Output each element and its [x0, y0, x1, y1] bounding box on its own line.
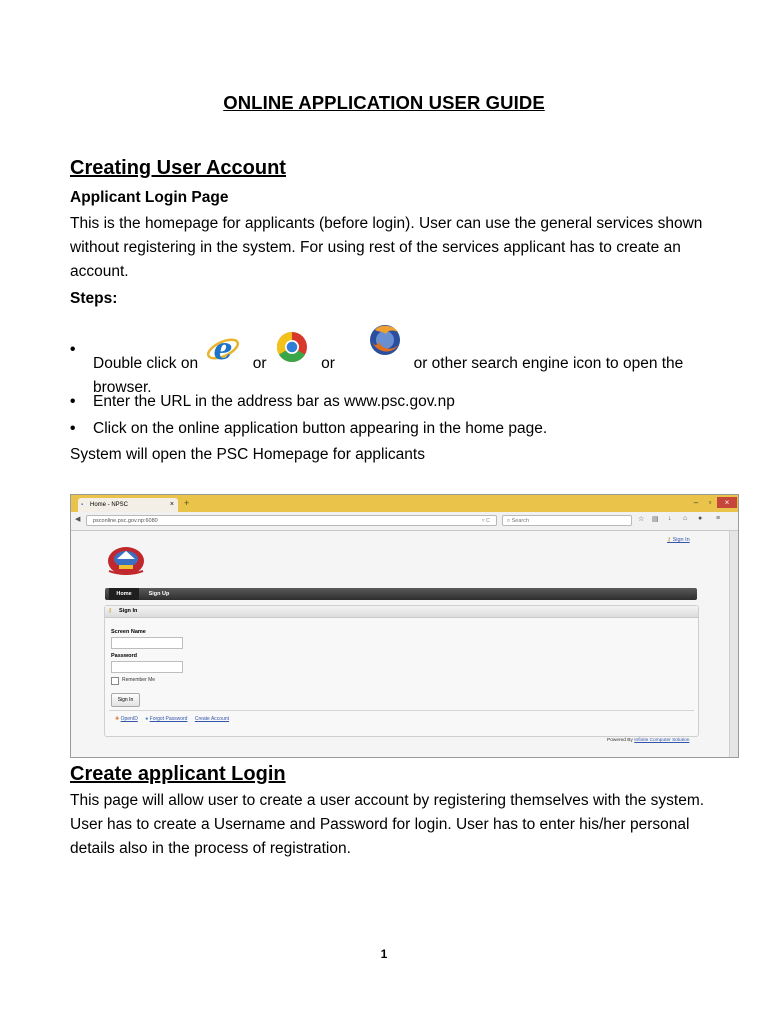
bookmarks-list-icon: ▤ — [652, 516, 659, 523]
openid-link: OpenID — [120, 716, 138, 722]
intro-paragraph: This is the homepage for applicants (before login). User can use the general services shown without registering in the system. For using rest of the services applicant has to create an account. — [70, 215, 703, 280]
key-icon: ⚷ — [108, 608, 113, 614]
powered-by-label: Powered By — [607, 738, 633, 743]
openid-icon: ✚ — [115, 716, 120, 722]
bullet-or-1: or — [252, 355, 267, 372]
password-field — [111, 661, 183, 673]
page-number: 1 — [380, 947, 388, 961]
sign-in-panel — [104, 605, 699, 737]
sync-icon: ● — [698, 515, 703, 522]
help-icon: ● — [145, 716, 149, 722]
psc-page — [71, 531, 729, 757]
minimize-icon: – — [693, 498, 699, 507]
bookmark-star-icon: ☆ — [638, 516, 645, 523]
download-icon: ↓ — [668, 515, 672, 522]
chrome-icon — [275, 330, 309, 364]
maximize-icon: ▫ — [708, 498, 712, 507]
bullet-text: Click on the online application button appearing in the home page. — [93, 420, 548, 437]
bullet-text: Enter the URL in the address bar as www.psc.gov.np — [93, 393, 455, 410]
menu-home: Home — [109, 588, 139, 600]
sign-in-panel-header — [105, 606, 698, 618]
site-menu-bar — [105, 588, 697, 600]
browser-tab-title: Home - NPSC — [90, 502, 129, 508]
document-title: ONLINE APPLICATION USER GUIDE — [223, 92, 545, 113]
close-tab-icon: × — [169, 501, 174, 508]
bullet-text: Double click on — [93, 355, 199, 372]
sign-in-links — [115, 716, 235, 722]
remember-me-label: Remember Me — [122, 677, 156, 683]
browser-search-placeholder: Search — [511, 518, 530, 524]
key-icon: ⚷ — [667, 537, 672, 543]
create-login-paragraph: This page will allow user to create a user account by registering themselves with the system. User has to create a Username and Password for login. User has to enter his/her personal details also in the process of registration. — [70, 792, 705, 857]
screen-name-field — [111, 637, 183, 649]
header-sign-in-link — [667, 537, 690, 543]
subheading-applicant-login-page: Applicant Login Page — [70, 189, 229, 206]
bullet-dot: • — [70, 420, 76, 437]
powered-by — [607, 738, 689, 743]
browser-tab — [78, 498, 178, 512]
nepal-emblem-logo — [105, 541, 147, 577]
browser-content — [71, 531, 738, 757]
bullet-dot: • — [70, 341, 76, 358]
page-scrollbar — [729, 531, 738, 757]
browser-nav-bar — [71, 512, 738, 531]
after-steps-text: System will open the PSC Homepage for applicants — [70, 446, 425, 463]
search-icon: ⌕ — [507, 518, 511, 524]
step-enter-url — [70, 390, 710, 414]
powered-by-company: Infinite Computer Solution — [634, 738, 690, 743]
window-close-icon: × — [717, 497, 737, 508]
steps-label: Steps: — [70, 290, 118, 307]
browser-search-box — [502, 515, 632, 526]
svg-text:e: e — [213, 332, 233, 366]
bullet-text-post: or other search engine icon to open the browser. — [93, 355, 684, 396]
browser-tab-bar — [71, 495, 738, 512]
reload-icon: ▿ C — [481, 518, 490, 524]
address-bar — [86, 515, 497, 526]
bullet-dot: • — [70, 393, 76, 410]
address-bar-url: psconline.psc.gov.np:6080 — [93, 518, 158, 524]
step-click-online-application — [70, 417, 710, 441]
create-account-link: Create Account — [194, 716, 230, 722]
section-heading-create-applicant-login: Create applicant Login — [70, 763, 286, 785]
password-label: Password — [111, 653, 137, 659]
home-icon: ⌂ — [683, 515, 688, 522]
sign-in-panel-title: Sign In — [119, 608, 138, 614]
bullet-or-2: or — [321, 355, 335, 372]
screen-name-label: Screen Name — [111, 629, 146, 635]
header-sign-in-text: Sign In — [672, 537, 690, 543]
menu-sign-up: Sign Up — [148, 591, 170, 597]
section-heading-creating-user-account: Creating User Account — [70, 157, 286, 179]
divider — [109, 710, 694, 711]
browser-screenshot — [70, 494, 739, 758]
forgot-password-link: Forgot Password — [149, 716, 188, 722]
menu-icon: ≡ — [716, 515, 721, 522]
sign-in-button: Sign In — [111, 693, 140, 707]
back-arrow-icon: ◀ — [75, 516, 81, 523]
firefox-icon — [367, 322, 401, 356]
favicon-icon: ▪ — [81, 502, 84, 508]
remember-me-checkbox — [111, 677, 119, 685]
new-tab-icon: + — [184, 498, 190, 508]
internet-explorer-icon — [206, 332, 240, 366]
